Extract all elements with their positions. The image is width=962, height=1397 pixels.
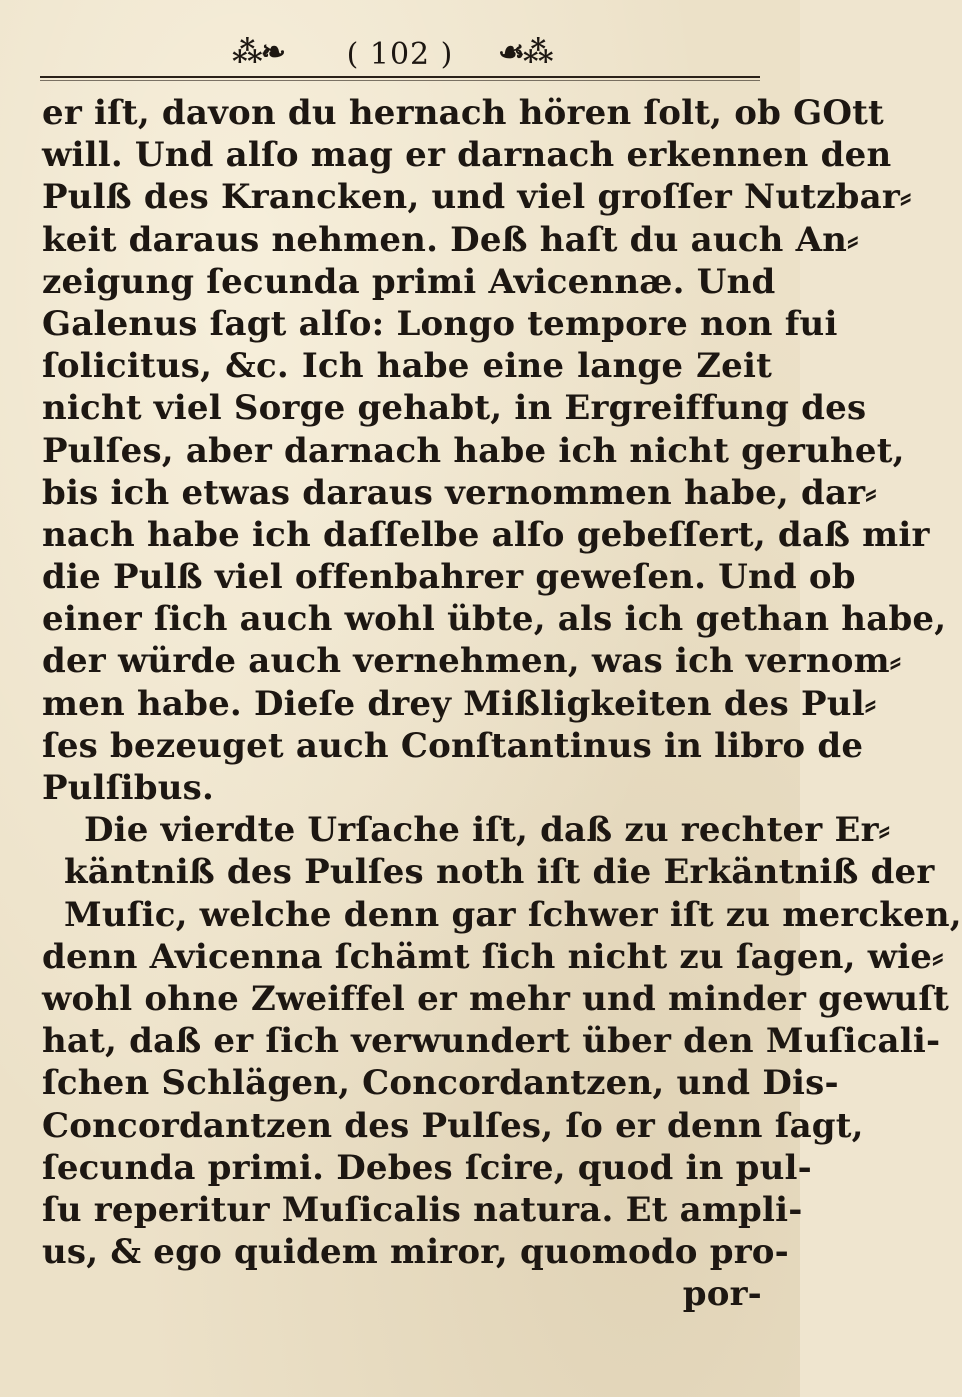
text-line: ſchen Schlägen, Concordantzen, und Dis- xyxy=(42,1063,839,1104)
ornament-left-icon: ⁂❧ xyxy=(232,35,284,70)
text-line: denn Avicenna ſchämt ſich nicht zu ſagen, wie⸗ xyxy=(42,936,944,977)
text-line: men habe. Dieſe drey Mißligkeiten des Pul⸗ xyxy=(42,683,877,724)
text-line: ſecunda primi. Debes ſcire, quod in pul- xyxy=(42,1147,812,1188)
page-number: ( 102 ) xyxy=(346,37,454,72)
catchword: por- xyxy=(682,1274,762,1315)
text-line: ſu reperitur Muſicalis natura. Et ampli- xyxy=(42,1189,803,1230)
text-line: wohl ohne Zweiffel er mehr und minder gewuſt xyxy=(42,978,950,1019)
text-line: hat, daß er ſich verwundert über den Muſicali- xyxy=(42,1021,941,1062)
text-line: keit daraus nehmen. Deß haſt du auch An⸗ xyxy=(42,219,859,260)
header-rule-thin xyxy=(40,80,760,81)
text-line: Galenus ſagt alſo: Longo tempore non fui xyxy=(42,303,838,344)
text-line: er iſt, davon du hernach hören ſolt, ob GOtt xyxy=(42,93,884,133)
text-line: Concordantzen des Pulſes, ſo er denn ſagt, xyxy=(42,1105,864,1146)
text-line: will. Und alſo mag er darnach erkennen den xyxy=(42,135,892,176)
text-line: Pulſes, aber darnach habe ich nicht geruhet, xyxy=(42,430,905,471)
body-text xyxy=(42,92,962,1315)
text-line: Pulß des Krancken, und viel groſſer Nutzbar⸗ xyxy=(42,177,912,218)
text-line: käntniß des Pulſes noth iſt die Erkäntniß der xyxy=(64,852,935,893)
text-line: der würde auch vernehmen, was ich vernom⸗ xyxy=(42,641,902,682)
text-line: us, & ego quidem miror, quomodo pro- xyxy=(42,1232,789,1273)
text-line: bis ich etwas daraus vernommen habe, dar⸗ xyxy=(42,472,877,513)
text-line: Pulſibus. xyxy=(42,768,215,808)
page-header xyxy=(40,34,760,84)
text-line: Muſic, welche denn gar ſchwer iſt zu mercken, xyxy=(64,894,962,935)
paragraph-start-line: Die vierdte Urſache iſt, daß zu rechter Er⸗ xyxy=(84,810,891,851)
text-line: nicht viel Sorge gehabt, in Ergreiffung des xyxy=(42,388,867,429)
text-line: ſes bezeuget auch Conſtantinus in libro de xyxy=(42,725,864,766)
text-line: einer ſich auch wohl übte, als ich gethan habe, xyxy=(42,599,947,640)
text-line: die Pulß viel offenbahrer geweſen. Und ob xyxy=(42,557,856,598)
text-line: ſolicitus, &c. Ich habe eine lange Zeit xyxy=(42,346,772,387)
header-rule xyxy=(40,76,760,78)
ornament-right-icon: ☙⁂ xyxy=(498,35,552,70)
text-line: nach habe ich daſſelbe alſo gebeſſert, daß mir xyxy=(42,514,930,555)
text-line: zeigung ſecunda primi Avicennæ. Und xyxy=(42,261,776,302)
